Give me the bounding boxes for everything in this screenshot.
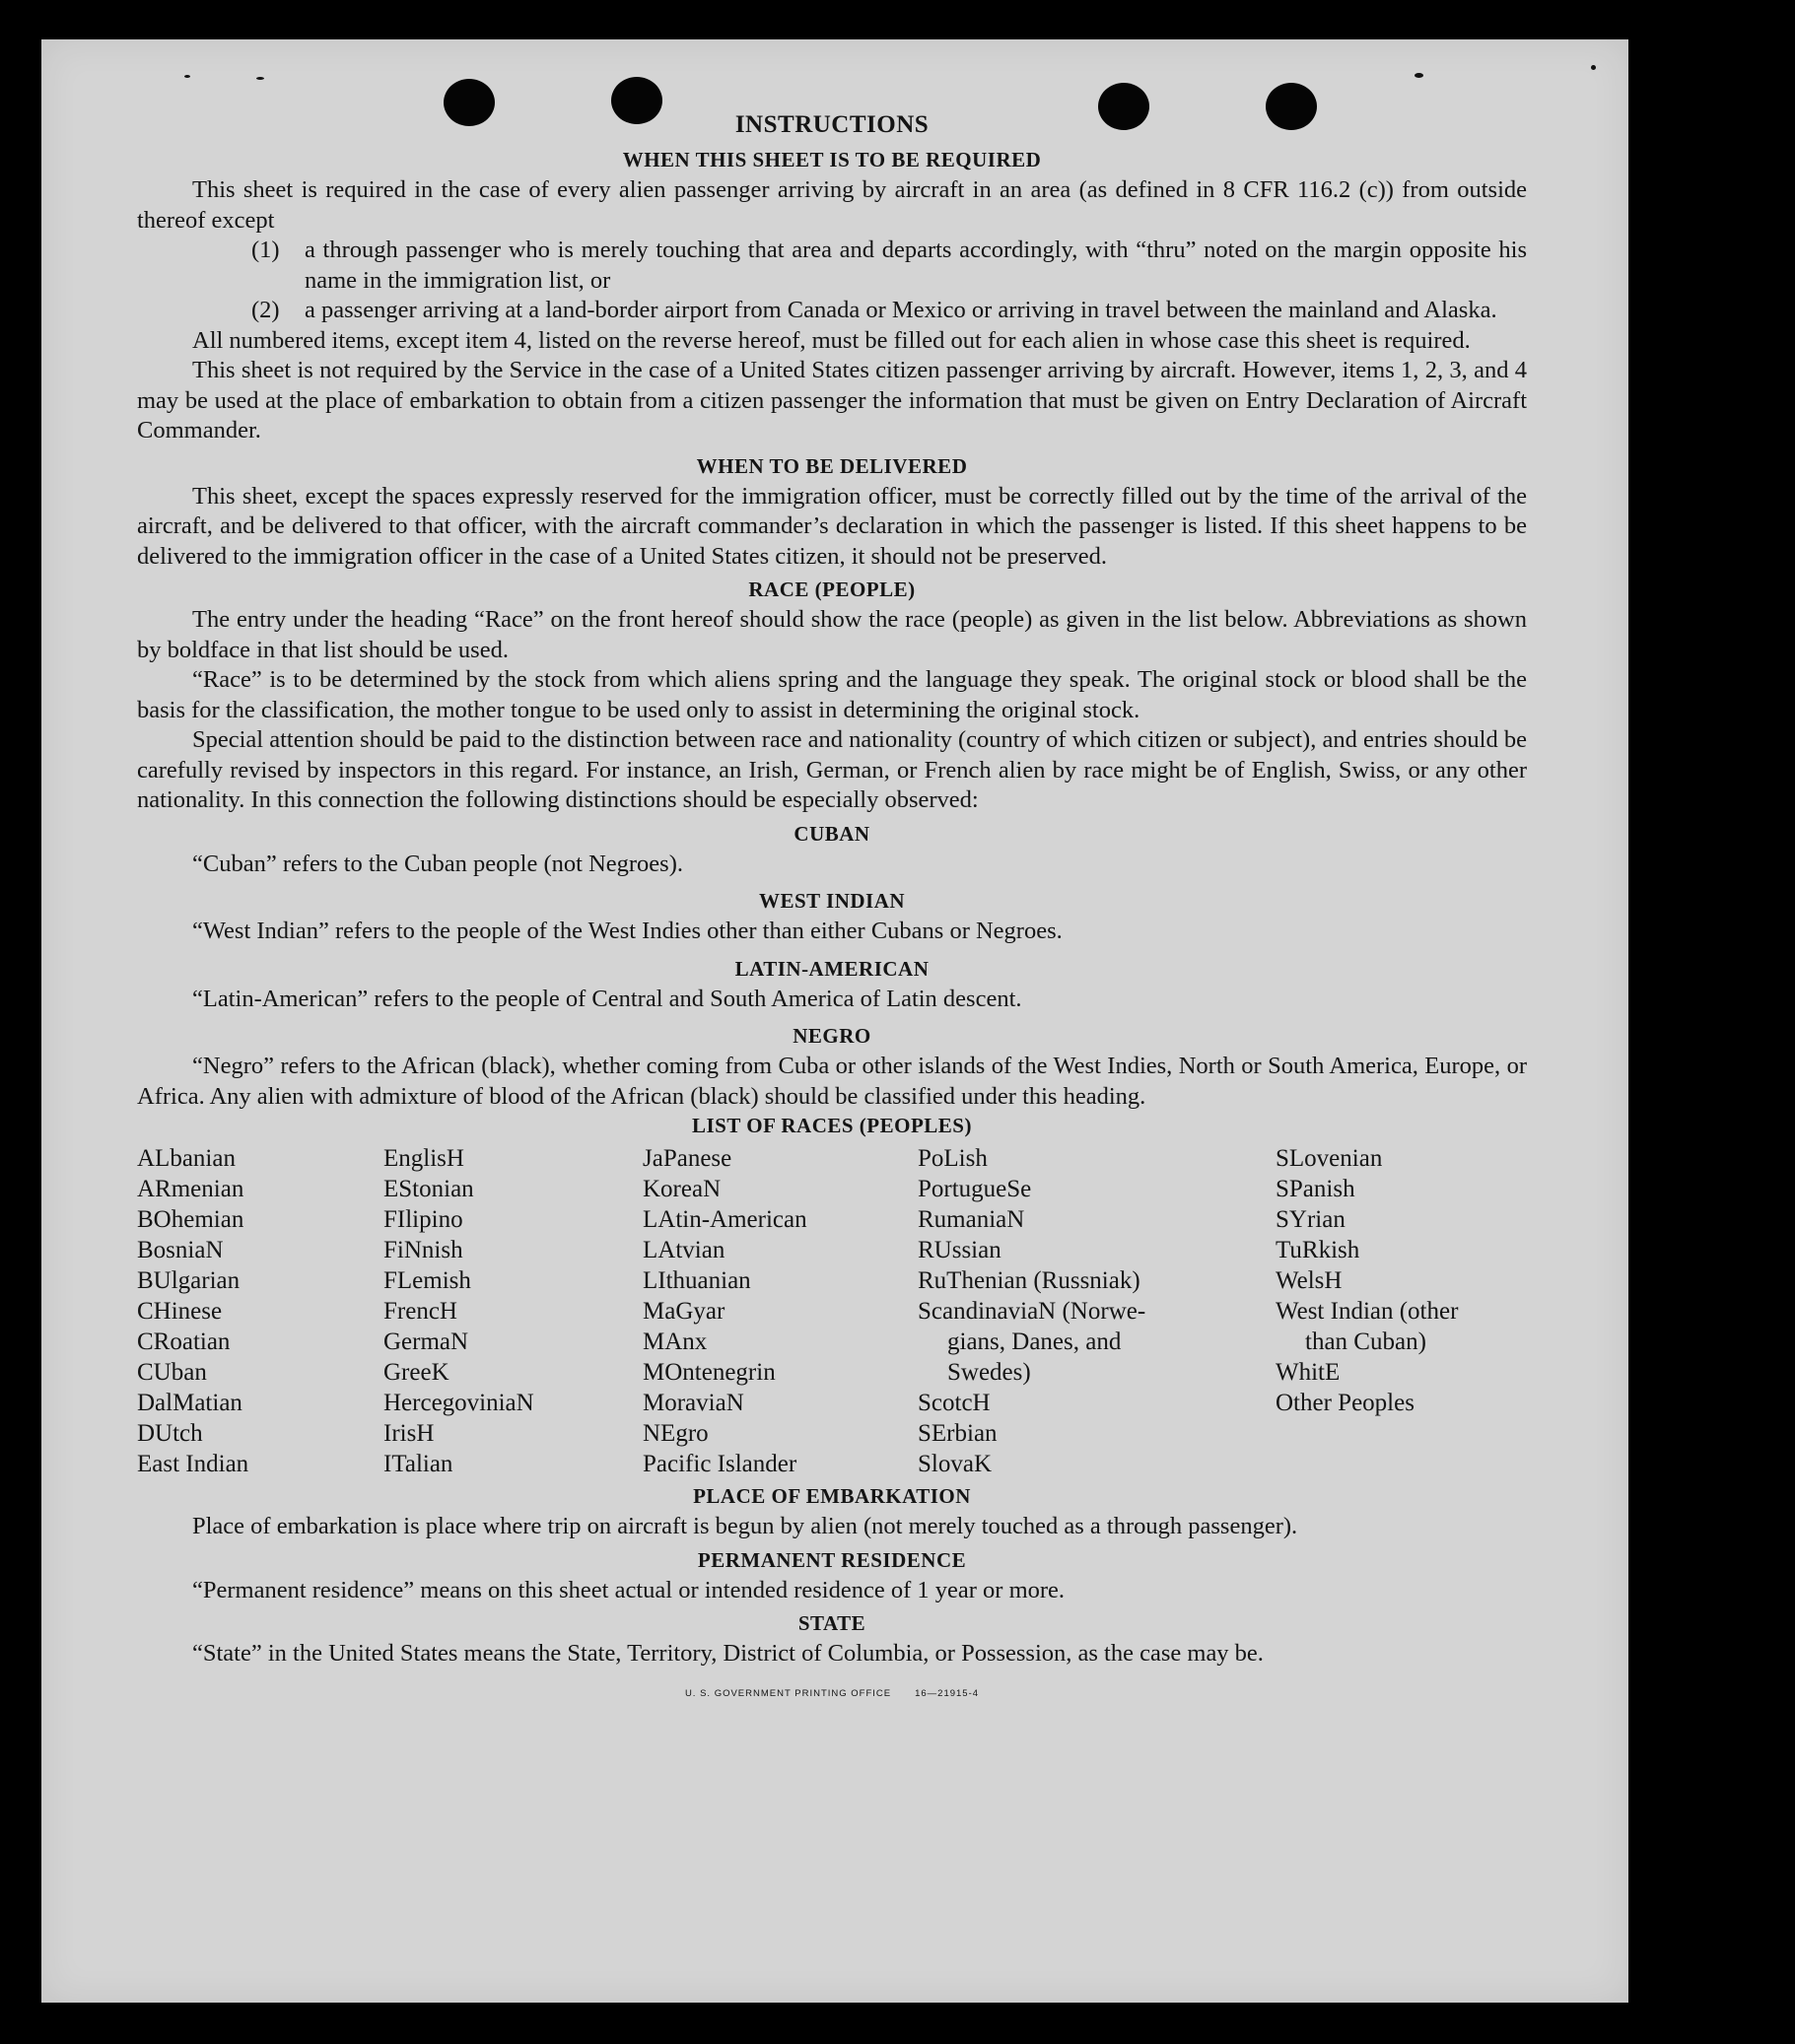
race-entry: JaPanese: [643, 1145, 732, 1172]
item-text: a passenger arriving at a land-border airport from Canada or Mexico or arriving in travel between the mainland and Alaska.: [305, 297, 1497, 323]
race-entry: HercegoviniaN: [383, 1390, 534, 1416]
race-entry: BOhemian: [137, 1206, 244, 1233]
race-entry: Other Peoples: [1276, 1390, 1415, 1416]
instructions-body: [137, 108, 1527, 1709]
speck: [184, 75, 190, 78]
race-entry-continued: gians, Danes, and: [947, 1329, 1122, 1355]
printer-name: U. S. GOVERNMENT PRINTING OFFICE: [684, 1687, 892, 1699]
race-entry: SYrian: [1276, 1206, 1346, 1233]
heading-latin-american: LATIN-AMERICAN: [734, 956, 930, 981]
section-heading-race: RACE (PEOPLE): [748, 578, 916, 601]
race-entry: TuRkish: [1276, 1237, 1360, 1263]
race-entry: PoLish: [918, 1145, 988, 1172]
races-column-2: [383, 1143, 534, 1479]
race-entry: IrisH: [383, 1420, 435, 1447]
race-entry: East Indian: [137, 1451, 249, 1477]
races-list: [137, 1143, 1527, 1478]
section-heading-delivered: WHEN TO BE DELIVERED: [696, 453, 968, 478]
race-entry: PortugueSe: [918, 1176, 1032, 1202]
race-entry: WhitE: [1276, 1359, 1341, 1386]
race-entry: SPanish: [1276, 1176, 1355, 1202]
speck: [1415, 73, 1423, 78]
races-column-4: [918, 1143, 1145, 1479]
race-entry: SlovaK: [918, 1451, 992, 1477]
race-entry: BUlgarian: [137, 1267, 241, 1294]
race-entry: SErbian: [918, 1420, 998, 1447]
race-entry: EStonian: [383, 1176, 474, 1202]
race-entry: FIlipino: [383, 1206, 463, 1233]
race-entry: FLemish: [383, 1267, 471, 1294]
race-entry: LAtvian: [643, 1237, 725, 1263]
paragraph: “State” in the United States means the State, Territory, District of Columbia, or Possession, as the case may be.: [192, 1640, 1264, 1667]
speck: [256, 77, 264, 80]
race-entry: GreeK: [383, 1359, 449, 1386]
section-heading-required: WHEN THIS SHEET IS TO BE REQUIRED: [622, 148, 1042, 171]
paragraph: “Race” is to be determined by the stock from which aliens spring and the language they speak. The original stock or blood shall be the basis for the classification, the mother tongue to be used only to assist in determining the original stock.: [137, 666, 1527, 723]
race-entry: RuThenian (Russniak): [918, 1267, 1140, 1294]
races-column-5: [1276, 1143, 1458, 1418]
heading-state: STATE: [797, 1611, 866, 1635]
paragraph: This sheet is not required by the Service in the case of a United States citizen passenger arriving by aircraft. However, items 1, 2, 3, and 4 may be used at the place of embarkation to obtain from a citizen passenger the information that must be given on Entry Declaration of Aircraft Commander.: [137, 357, 1527, 443]
race-entry: MoraviaN: [643, 1390, 744, 1416]
race-entry-continued: than Cuban): [1305, 1329, 1426, 1355]
heading-list-of-races: LIST OF RACES (PEOPLES): [692, 1114, 972, 1137]
race-entry: RUssian: [918, 1237, 1001, 1263]
race-entry: FrencH: [383, 1298, 457, 1325]
race-entry: MOntenegrin: [643, 1359, 776, 1386]
races-column-3: [643, 1143, 807, 1479]
heading-place-of-embarkation: PLACE OF EMBARKATION: [693, 1484, 971, 1508]
race-entry: DUtch: [137, 1420, 203, 1447]
paragraph: “Negro” refers to the African (black), whether coming from Cuba or other islands of the West Indies, North or South America, Europe, or Africa. Any alien with admixture of blood of the African (black) should be classified under this heading.: [137, 1053, 1527, 1110]
race-entry: GermaN: [383, 1329, 469, 1355]
heading-negro: NEGRO: [793, 1024, 871, 1048]
heading-west-indian: WEST INDIAN: [758, 889, 906, 913]
document-sheet: [41, 39, 1628, 2003]
race-entry: EnglisH: [383, 1145, 464, 1172]
list-item: [137, 296, 1527, 326]
race-entry: SLovenian: [1276, 1145, 1383, 1172]
paragraph: All numbered items, except item 4, listed on the reverse hereof, must be filled out for each alien in whose case this sheet is required.: [192, 326, 1471, 354]
race-entry: ALbanian: [137, 1145, 236, 1172]
race-entry: KoreaN: [643, 1176, 722, 1202]
race-entry: LIthuanian: [643, 1267, 751, 1294]
races-column-1: [137, 1143, 248, 1479]
race-entry: CRoatian: [137, 1329, 231, 1355]
paragraph: “West Indian” refers to the people of the West Indies other than either Cubans or Negroes.: [192, 918, 1063, 944]
race-entry: ARmenian: [137, 1176, 244, 1202]
race-entry: DalMatian: [137, 1390, 242, 1416]
paragraph: “Latin-American” refers to the people of Central and South America of Latin descent.: [192, 985, 1022, 1012]
page-title: INSTRUCTIONS: [734, 111, 930, 138]
paragraph: Place of embarkation is place where trip on aircraft is begun by alien (not merely touched as a through passenger).: [192, 1513, 1298, 1539]
race-entry: NEgro: [643, 1420, 709, 1447]
race-entry: CHinese: [137, 1298, 223, 1325]
speck: [1591, 65, 1596, 70]
race-entry: WelsH: [1276, 1267, 1343, 1294]
list-item: [137, 236, 1527, 296]
race-entry: FiNnish: [383, 1237, 463, 1263]
item-number: (2): [251, 297, 280, 323]
race-entry: Pacific Islander: [643, 1451, 797, 1477]
race-entry: LAtin-American: [643, 1206, 807, 1233]
race-entry: BosniaN: [137, 1237, 224, 1263]
printer-footer: [137, 1679, 1527, 1710]
paragraph: “Cuban” refers to the Cuban people (not Negroes).: [192, 850, 683, 877]
race-entry-continued: Swedes): [947, 1359, 1031, 1386]
race-entry: ITalian: [383, 1451, 453, 1477]
race-entry: MaGyar: [643, 1298, 725, 1325]
paragraph: Special attention should be paid to the distinction between race and nationality (country of which citizen or subject), and entries should be carefully revised by inspectors in this regard. For instance, an Irish, German, or French alien by race might be of English, Swiss, or any other nationality. In this connection the following distinctions should be especially observed:: [137, 726, 1527, 813]
race-entry: ScotcH: [918, 1390, 991, 1416]
paragraph: This sheet, except the spaces expressly reserved for the immigration officer, must be correctly filled out by the time of the arrival of the aircraft, and be delivered to that officer, with the aircraft commander’s declaration in which the passenger is listed. If this sheet happens to be delivered to the immigration officer in the case of a United States citizen, it should not be preserved.: [137, 482, 1527, 570]
paragraph: “Permanent residence” means on this sheet actual or intended residence of 1 year or more.: [192, 1576, 1066, 1603]
paragraph: This sheet is required in the case of every alien passenger arriving by aircraft in an area (as defined in 8 CFR 116.2 (c)) from outside thereof except: [137, 176, 1527, 234]
paragraph: The entry under the heading “Race” on the front hereof should show the race (people) as given in the list below. Abbreviations as shown by boldface in that list should be used.: [137, 606, 1527, 663]
race-entry: RumaniaN: [918, 1206, 1025, 1233]
item-number: (1): [251, 237, 280, 263]
race-entry: ScandinaviaN (Norwe-: [918, 1298, 1146, 1325]
item-text: a through passenger who is merely touching that area and departs accordingly, with “thru” noted on the margin opposite his name in the immigration list, or: [305, 237, 1527, 294]
heading-cuban: CUBAN: [794, 821, 870, 846]
race-entry: MAnx: [643, 1329, 708, 1355]
race-entry: CUban: [137, 1359, 207, 1386]
form-number: 16—21915-4: [915, 1687, 980, 1699]
heading-permanent-residence: PERMANENT RESIDENCE: [697, 1547, 967, 1572]
race-entry: West Indian (other: [1276, 1298, 1459, 1325]
